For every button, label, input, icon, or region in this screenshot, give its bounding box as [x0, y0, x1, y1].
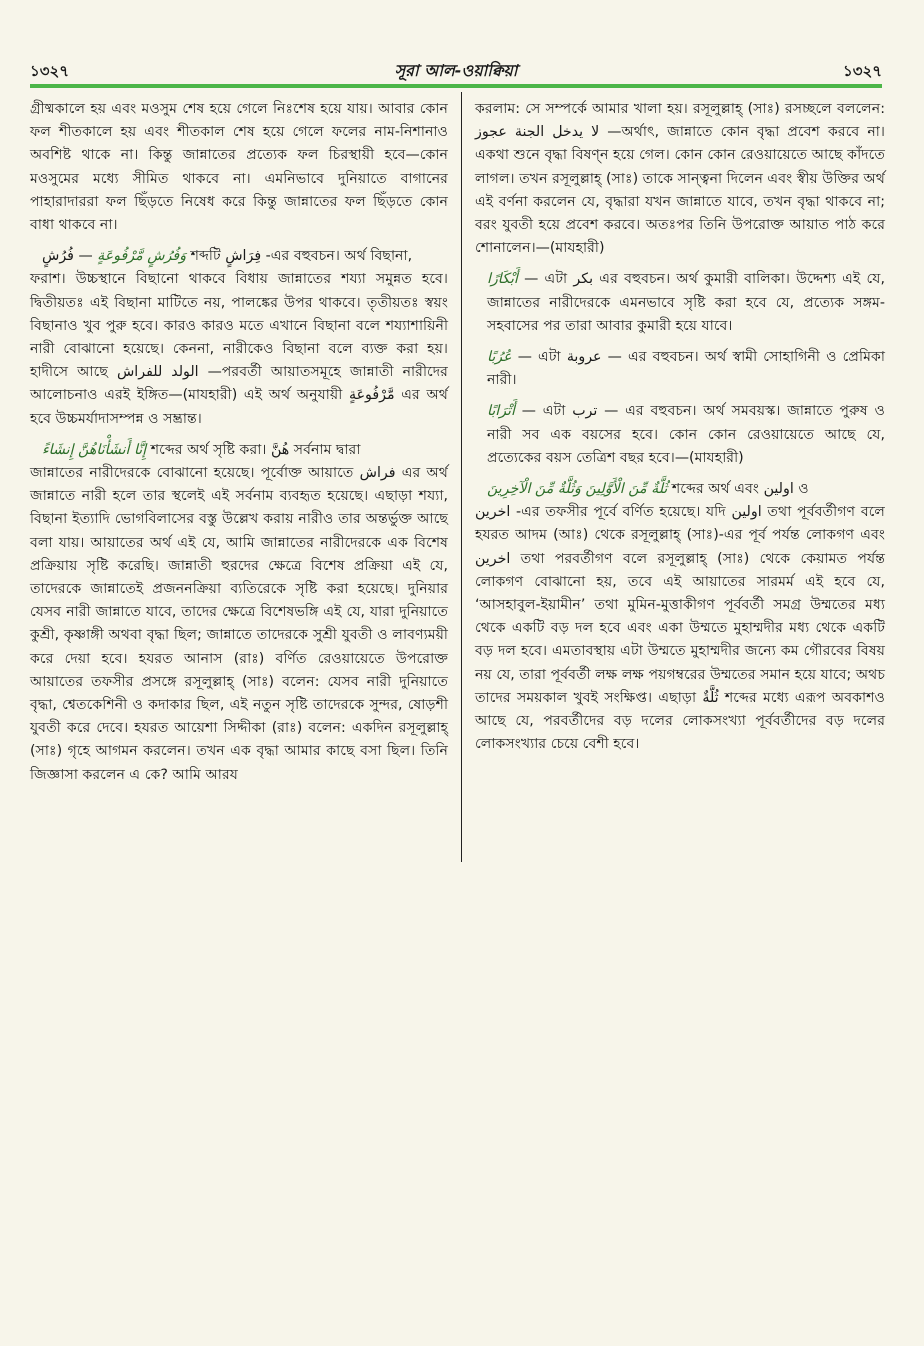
arabic-term: عُرُبًا — [487, 349, 512, 366]
arabic-term: أَتْرَابًا — [487, 403, 515, 420]
arabic-term: وَفُرُشٍ مَّرْفُوعَةٍ — [97, 248, 187, 265]
paragraph — [475, 400, 885, 470]
arabic-term: ثُلَّةٌ مِّنَ الْأَوَّلِينَ وَثُلَّةٌ مِّنَ الْآخِرِينَ — [487, 481, 668, 498]
running-title: সূরা আল-ওয়াক্বিয়া — [394, 61, 518, 80]
header-rule — [30, 84, 882, 88]
paragraph-lead: শব্দের অর্থ এবং اولين ও — [671, 481, 809, 498]
paragraph-body: — এটা ترب — এর বহুবচন। অর্থ সমবয়স্ক। জান্নাতে পুরুষ ও নারী সব এক বয়সের হবে। কোন কোন রেওয়ায়েতে আছে যে, প্রত্যেকের বয়স তেত্রিশ বছর হবে।—(মাযহারী) — [487, 403, 885, 466]
paragraph-heading — [30, 245, 448, 268]
paragraph — [475, 346, 885, 392]
paragraph: গ্রীষ্মকালে হয় এবং মওসুম শেষ হয়ে গেলে নিঃশেষ হয়ে যায়। আবার কোন ফল শীতকালে হয় এবং শীতকাল শেষ হয়ে গেলে ফলের নাম-নিশানাও অবশিষ্ট থাকে না। কিন্তু জান্নাতের প্রত্যেক ফল চিরস্থায়ী হবে—কোন মওসুমের মধ্যে সীমিত থাকবে না। এমনিভাবে দুনিয়াতে বাগানের পাহারাদাররা ফল ছিঁড়তে নিষেধ করে কিন্তু জান্নাতের ফল ছিঁড়তে কোন বাধা থাকবে না। — [30, 101, 448, 234]
paragraph-heading — [30, 439, 448, 462]
paragraph: জান্নাতের নারীদেরকে বোঝানো হয়েছে। পূর্বোক্ত আয়াতে فراش এর অর্থ জান্নাতে নারী হলে তার স্থলেই এই সর্বনাম ব্যবহৃত হয়েছে। এছাড়া শয্যা, বিছানা ইত্যাদি ভোগবিলাসের বস্তু উল্লেখ করায় নারীও তার অন্তর্ভুক্ত আছে বলা যায়। আয়াতের অর্থ এই যে, আমি জান্নাতের নারীদেরকে এক বিশেষ প্রক্রিয়ায় সৃষ্টি করেছি। জান্নাতী হুরদের ক্ষেত্রে বিশেষ প্রক্রিয়া এই যে, তাদেরকে জান্নাতেই প্রজননক্রিয়া ব্যতিরেকে সৃষ্টি করা হয়েছে। দুনিয়ার যেসব নারী জান্নাতে যাবে, তাদের ক্ষেত্রে বিশেষভঙ্গি এই যে, যারা দুনিয়াতে কুশ্রী, কৃষ্ণাঙ্গী অথবা বৃদ্ধা ছিল; জান্নাতে তাদেরকে সুশ্রী যুবতী ও লাবণ্যময়ী করে দেয়া হবে। হযরত আনাস (রাঃ) বর্ণিত রেওয়ায়েতে উপরোক্ত আয়াতের তফসীর প্রসঙ্গে রসূলুল্লাহ্ (সাঃ) বলেন: যেসব নারী দুনিয়াতে বৃদ্ধা, শ্বেতকেশিনী ও কদাকার ছিল, এই নতুন সৃষ্টি তাদেরকে সুন্দর, ষোড়শী যুবতী করে দেবে। হযরত আয়েশা সিদ্দীকা (রাঃ) বলেন: একদিন রসূলুল্লাহ্ (সাঃ) গৃহে আগমন করলেন। তখন এক বৃদ্ধা আমার কাছে বসা ছিল। তিনি জিজ্ঞাসা করলেন এ কে? আমি আরয — [30, 465, 448, 783]
paragraph — [475, 268, 885, 338]
paragraph-body: — এটা عروبة — এর বহুবচন। অর্থ স্বামী সোহাগিনী ও প্রেমিকা নারী। — [487, 349, 885, 389]
page-number-left: ১৩২৭ — [30, 62, 69, 80]
paragraph-lead: শব্দের অর্থ সৃষ্টি করা। هُنَّ সর্বনাম দ্বারা — [150, 441, 361, 458]
arabic-term: إِنَّا أَنشَأْنَاهُنَّ إِنشَاءً — [42, 441, 147, 458]
page-number-right: ১৩২৭ — [843, 62, 882, 80]
paragraph: ফরাশ। উচ্চস্থানে বিছানো থাকবে বিধায় জান্নাতের শয্যা সমুন্নত হবে। দ্বিতীয়তঃ এই বিছানা মাটিতে নয়, পালঙ্কের উপর থাকবে। তৃতীয়তঃ স্বয়ং বিছানাও খুব পুরু হবে। কারও কারও মতে এখানে বিছানা বলে শয্যাশায়িনী নারী বোঝানো হয়েছে। কেননা, নারীকেও বিছানা বলে ব্যক্ত করা হয়। হাদীসে আছে الولد للفراش —পরবর্তী আয়াতসমূহে জান্নাতী নারীদের আলোচনাও এরই ইঙ্গিত—(মাযহারী) এই অর্থ অনুযায়ী مَّرْفُوعَةٍ এর অর্থ হবে উচ্চমর্যাদাসম্পন্ন ও সম্ভ্রান্ত। — [30, 271, 448, 427]
right-column — [475, 98, 885, 764]
paragraph-body: — এটা بكر এর বহুবচন। অর্থ কুমারী বালিকা। উদ্দেশ্য এই যে, জান্নাতের নারীদেরকে এমনভাবে সৃষ্টি করা হবে যে, প্রত্যেক সঙ্গম-সহবাসের পর তারা আবার কুমারী হয়ে যাবে। — [487, 271, 885, 334]
arabic-term: أَبْكَارًا — [487, 271, 518, 288]
paragraph-heading — [475, 478, 885, 501]
paragraph-lead: — فُرُشٍ শব্দটি فِرَاشٍ -এর বহুবচন। অর্থ বিছানা, — [42, 248, 413, 265]
paragraph: اخرين -এর তফসীর পূর্বে বর্ণিত হয়েছে। যদি اولين তথা পূর্ববর্তীগণ বলে হযরত আদম (আঃ) থেকে রসূলুল্লাহ্ (সাঃ)-এর পূর্ব পর্যন্ত লোকগণ এবং اخرين তথা পরবর্তীগণ বলে রসূলুল্লাহ্ (সাঃ) থেকে কেয়ামত পর্যন্ত লোকগণ বোঝানো হয়, তবে এই আয়াতের সারমর্ম এই হবে যে, ‘আসহাবুল-ইয়ামীন’ তথা মুমিন-মুত্তাকীগণ পূর্ববর্তী সমগ্র উম্মতের মধ্য থেকে একটি বড় দল হবে এবং একা উম্মতে মুহাম্মদীর মধ্য থেকে একটি বড় দল হবে। এমতাবস্থায় এটা উম্মতে মুহাম্মদীর জন্যে কম গৌরবের বিষয় নয় যে, তারা পূর্ববর্তী লক্ষ লক্ষ পয়গম্বরের উম্মতের সমান হয়ে যাবে; অথচ তাদের সময়কাল খুবই সংক্ষিপ্ত। এছাড়া ثُلَّةٌ শব্দের মধ্যে এরূপ অবকাশও আছে যে, পরবর্তীদের বড় দলের লোকসংখ্যা পূর্ববর্তীদের বড় দলের লোকসংখ্যার চেয়ে বেশী হবে। — [475, 504, 885, 753]
page-header — [30, 58, 882, 84]
left-column — [30, 98, 448, 795]
paragraph: করলাম: সে সম্পর্কে আমার খালা হয়। রসূলুল্লাহ্ (সাঃ) রসচ্ছলে বললেন: لا يدخل الجنة عجوز —অর্থাৎ, জান্নাতে কোন বৃদ্ধা প্রবেশ করবে না। একথা শুনে বৃদ্ধা বিষণ্ন হয়ে গেল। কোন কোন রেওয়ায়েতে আছে কাঁদতে লাগল। তখন রসূলুল্লাহ্ (সাঃ) তাকে সান্ত্বনা দিলেন এবং স্বীয় উক্তির অর্থ এই বর্ণনা করলেন যে, বৃদ্ধারা যখন জান্নাতে যাবে, তখন বৃদ্ধা থাকবে না; বরং যুবতী হয়ে প্রবেশ করবে। অতঃপর তিনি উপরোক্ত আয়াত পাঠ করে শোনালেন।—(মাযহারী) — [475, 101, 885, 257]
column-divider — [461, 92, 462, 862]
